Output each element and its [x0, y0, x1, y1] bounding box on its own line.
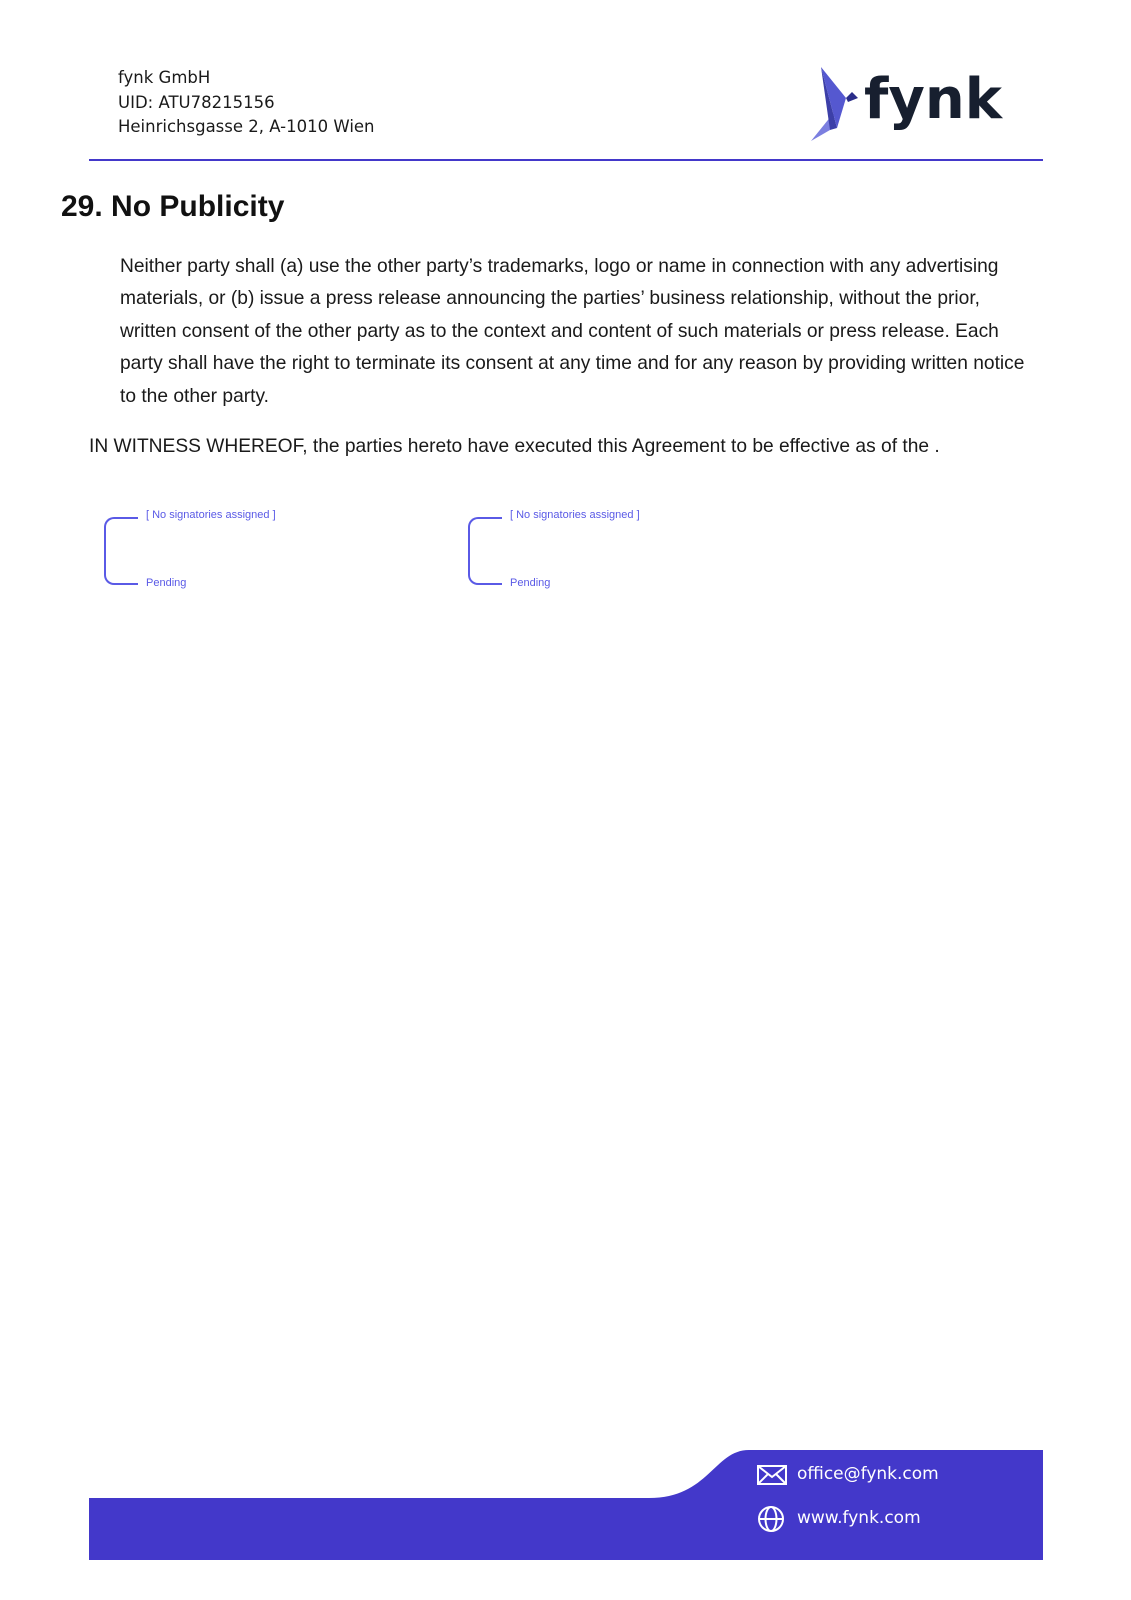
signatories-label: [ No signatories assigned ]	[146, 509, 276, 521]
mail-icon	[757, 1464, 787, 1486]
signature-bracket	[468, 517, 502, 585]
logo-wordmark: fynk	[864, 67, 1002, 132]
signature-block[interactable]	[104, 509, 404, 597]
signatories-label: [ No signatories assigned ]	[510, 509, 640, 521]
signature-status: Pending	[146, 577, 187, 589]
company-info	[118, 66, 375, 140]
email-link[interactable]: office@fynk.com	[797, 1464, 939, 1484]
witness-clause: IN WITNESS WHEREOF, the parties hereto have executed this Agreement to be effective as of the .	[89, 436, 940, 457]
company-name: fynk GmbH	[118, 68, 211, 87]
company-uid: UID: ATU78215156	[118, 92, 275, 112]
website-link[interactable]: www.fynk.com	[797, 1508, 921, 1528]
section-body: Neither party shall (a) use the other party’s trademarks, logo or name in connection with any advertising materials, or (b) issue a press release announcing the parties’ business relationship, without the prior, written consent of the other party as to the context and content of such materials or press release. Each party shall have the right to terminate its consent at any time and for any reason by providing written notice to the other party.	[120, 256, 1025, 407]
signature-status: Pending	[510, 577, 551, 589]
signature-bracket	[104, 517, 138, 585]
bird-logo-icon	[808, 62, 1008, 146]
signature-block[interactable]	[468, 509, 768, 597]
fynk-logo	[808, 62, 1008, 146]
company-address: Heinrichsgasse 2, A-1010 Wien	[118, 117, 375, 136]
section-title: 29. No Publicity	[61, 190, 285, 223]
globe-icon	[757, 1505, 785, 1533]
header-divider	[89, 159, 1043, 161]
